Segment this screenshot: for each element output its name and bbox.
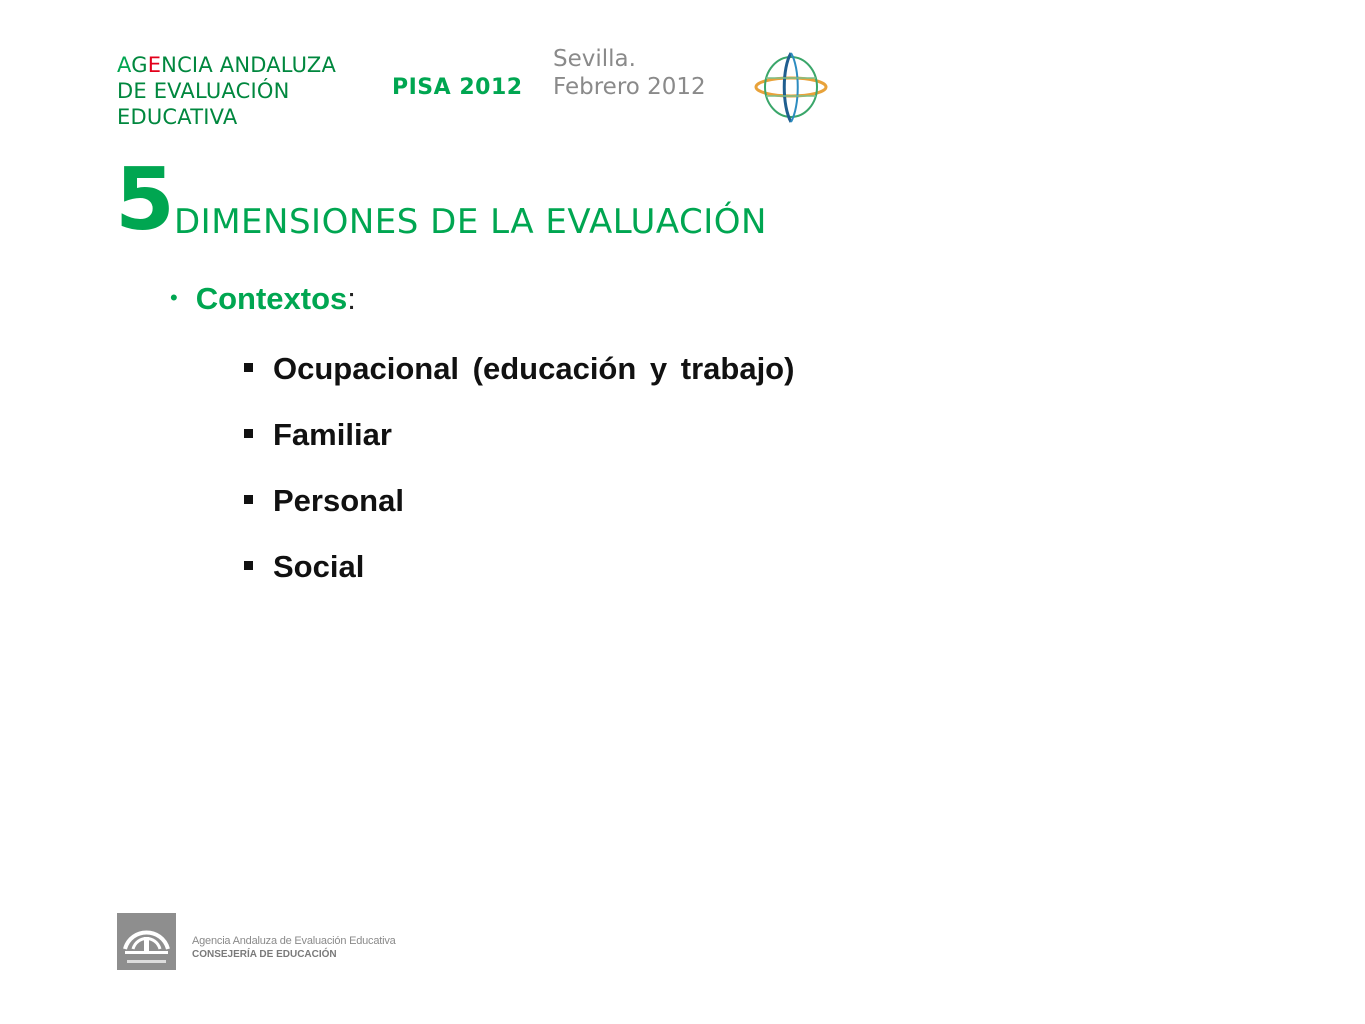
globe-icon [752, 48, 830, 126]
agency-name-line3: EDUCATIVA [117, 105, 238, 129]
context-list [244, 348, 794, 612]
agency-name-line2: DE EVALUACIÓN [117, 79, 290, 103]
list-item-label: Ocupacional (educación y trabajo) [273, 351, 795, 386]
list-item [244, 414, 794, 480]
agency-letter-e: E [147, 53, 162, 77]
date-city: Sevilla. [553, 46, 636, 72]
section-number: 5 [115, 150, 175, 250]
list-item [244, 348, 794, 414]
agency-name-line1 [117, 52, 336, 78]
list-item-label: Social [273, 549, 365, 584]
agency-letter-g: G [131, 53, 148, 77]
list-item-label: Familiar [273, 417, 392, 452]
agency-name [117, 52, 336, 130]
list-item [244, 480, 794, 546]
main-bullet-label: Contextos [195, 281, 348, 316]
square-bullet-icon [244, 363, 253, 372]
square-bullet-icon [244, 429, 253, 438]
junta-emblem-icon [117, 913, 176, 970]
junta-de-andalucia-logo [117, 913, 176, 970]
footer-department: CONSEJERÍA DE EDUCACIÓN [192, 949, 337, 960]
square-bullet-icon [244, 561, 253, 570]
program-label: PISA 2012 [392, 75, 523, 100]
date-block [553, 45, 706, 101]
list-item-label: Personal [273, 483, 404, 518]
footer-agency-name: Agencia Andaluza de Evaluación Educativa [192, 935, 396, 947]
list-item [244, 546, 794, 612]
square-bullet-icon [244, 495, 253, 504]
date-month-year: Febrero 2012 [553, 74, 706, 100]
bullet-dot-icon: • [170, 285, 178, 310]
main-bullet [170, 278, 356, 319]
section-title: DIMENSIONES DE LA EVALUACIÓN [174, 202, 767, 242]
footer-org-text [192, 934, 396, 962]
agency-letter-a: A [117, 53, 132, 77]
agency-line1-rest: NCIA ANDALUZA [161, 53, 337, 77]
main-bullet-colon: : [347, 281, 356, 316]
